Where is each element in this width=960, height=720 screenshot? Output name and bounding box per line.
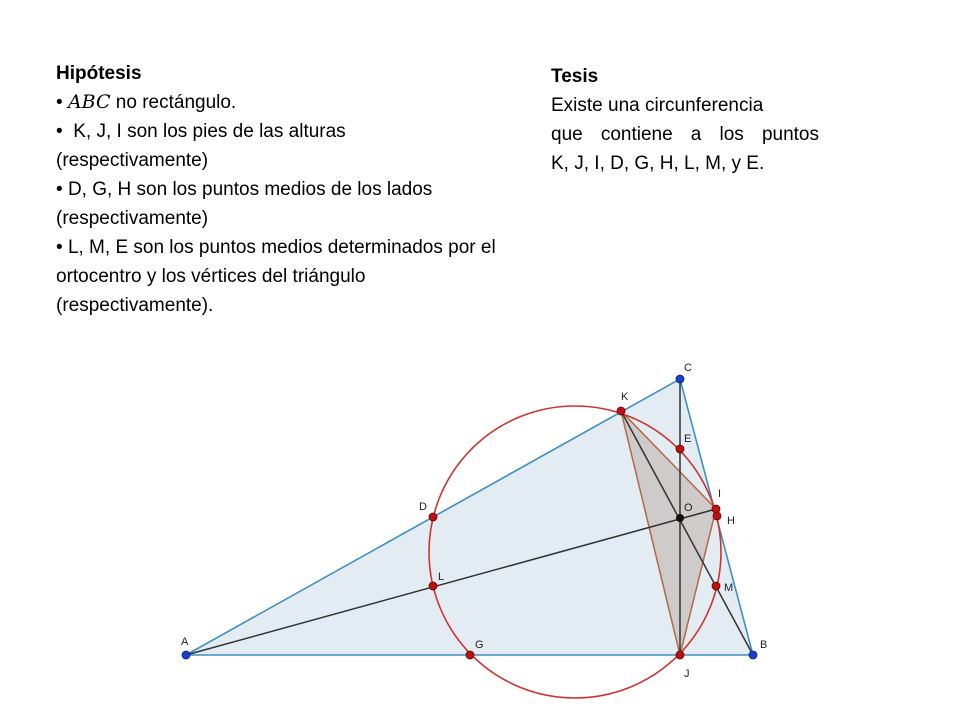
point-m [712, 582, 720, 590]
hypothesis-title: Hipótesis [56, 63, 142, 84]
hypothesis-item-orthocenter: • L, M, E son los puntos medios determinados por el ortocentro y los vértices del triángulo (respectivamente). [56, 237, 496, 316]
point-a [182, 651, 190, 659]
hypothesis-item-midpoints-text: D, G, H son los puntos medios de los lados (respectivamente) [56, 179, 433, 229]
point-b [749, 651, 757, 659]
label-c: C [684, 362, 692, 374]
point-h [713, 512, 721, 520]
thesis-line-3: K, J, I, D, G, H, L, M, y E. [551, 153, 765, 174]
hypothesis-item-midpoints: • D, G, H son los puntos medios de los lados (respectivamente) [56, 179, 433, 229]
label-g: G [475, 639, 484, 651]
point-o [676, 514, 684, 522]
triangle-name: ABC [67, 91, 111, 113]
label-d: D [419, 501, 427, 513]
label-a: A [181, 636, 189, 648]
point-j [676, 651, 684, 659]
label-i: I [718, 488, 722, 500]
hypothesis-item-altitudes-text: K, J, I son los pies de las alturas (respectivamente) [56, 121, 346, 171]
label-e: E [684, 433, 692, 445]
label-l: L [438, 571, 445, 583]
point-d [429, 513, 437, 521]
label-b: B [760, 639, 768, 651]
label-m: M [724, 582, 734, 594]
thesis-line-1-text: Existe una circunferencia [551, 95, 764, 116]
point-k [617, 407, 625, 415]
label-h: H [727, 515, 735, 527]
point-e [676, 445, 684, 453]
hypothesis-item-triangle: • ABC no rectángulo. [56, 91, 237, 113]
point-g [466, 651, 474, 659]
label-o: O [684, 502, 693, 514]
hypothesis-item-altitudes: • K, J, I son los pies de las alturas (respectivamente) [56, 121, 346, 171]
hypothesis-item-triangle-text: no rectángulo. [110, 92, 237, 113]
point-c [676, 375, 684, 383]
label-j: J [684, 668, 690, 680]
thesis-title: Tesis [551, 66, 599, 87]
label-k: K [621, 391, 629, 403]
hypothesis-item-orthocenter-text: L, M, E son los puntos medios determinados por el ortocentro y los vértices del triángulo (respectivamente). [56, 237, 496, 316]
thesis-line-2: que contiene a los puntos [551, 124, 819, 145]
point-l [429, 582, 437, 590]
